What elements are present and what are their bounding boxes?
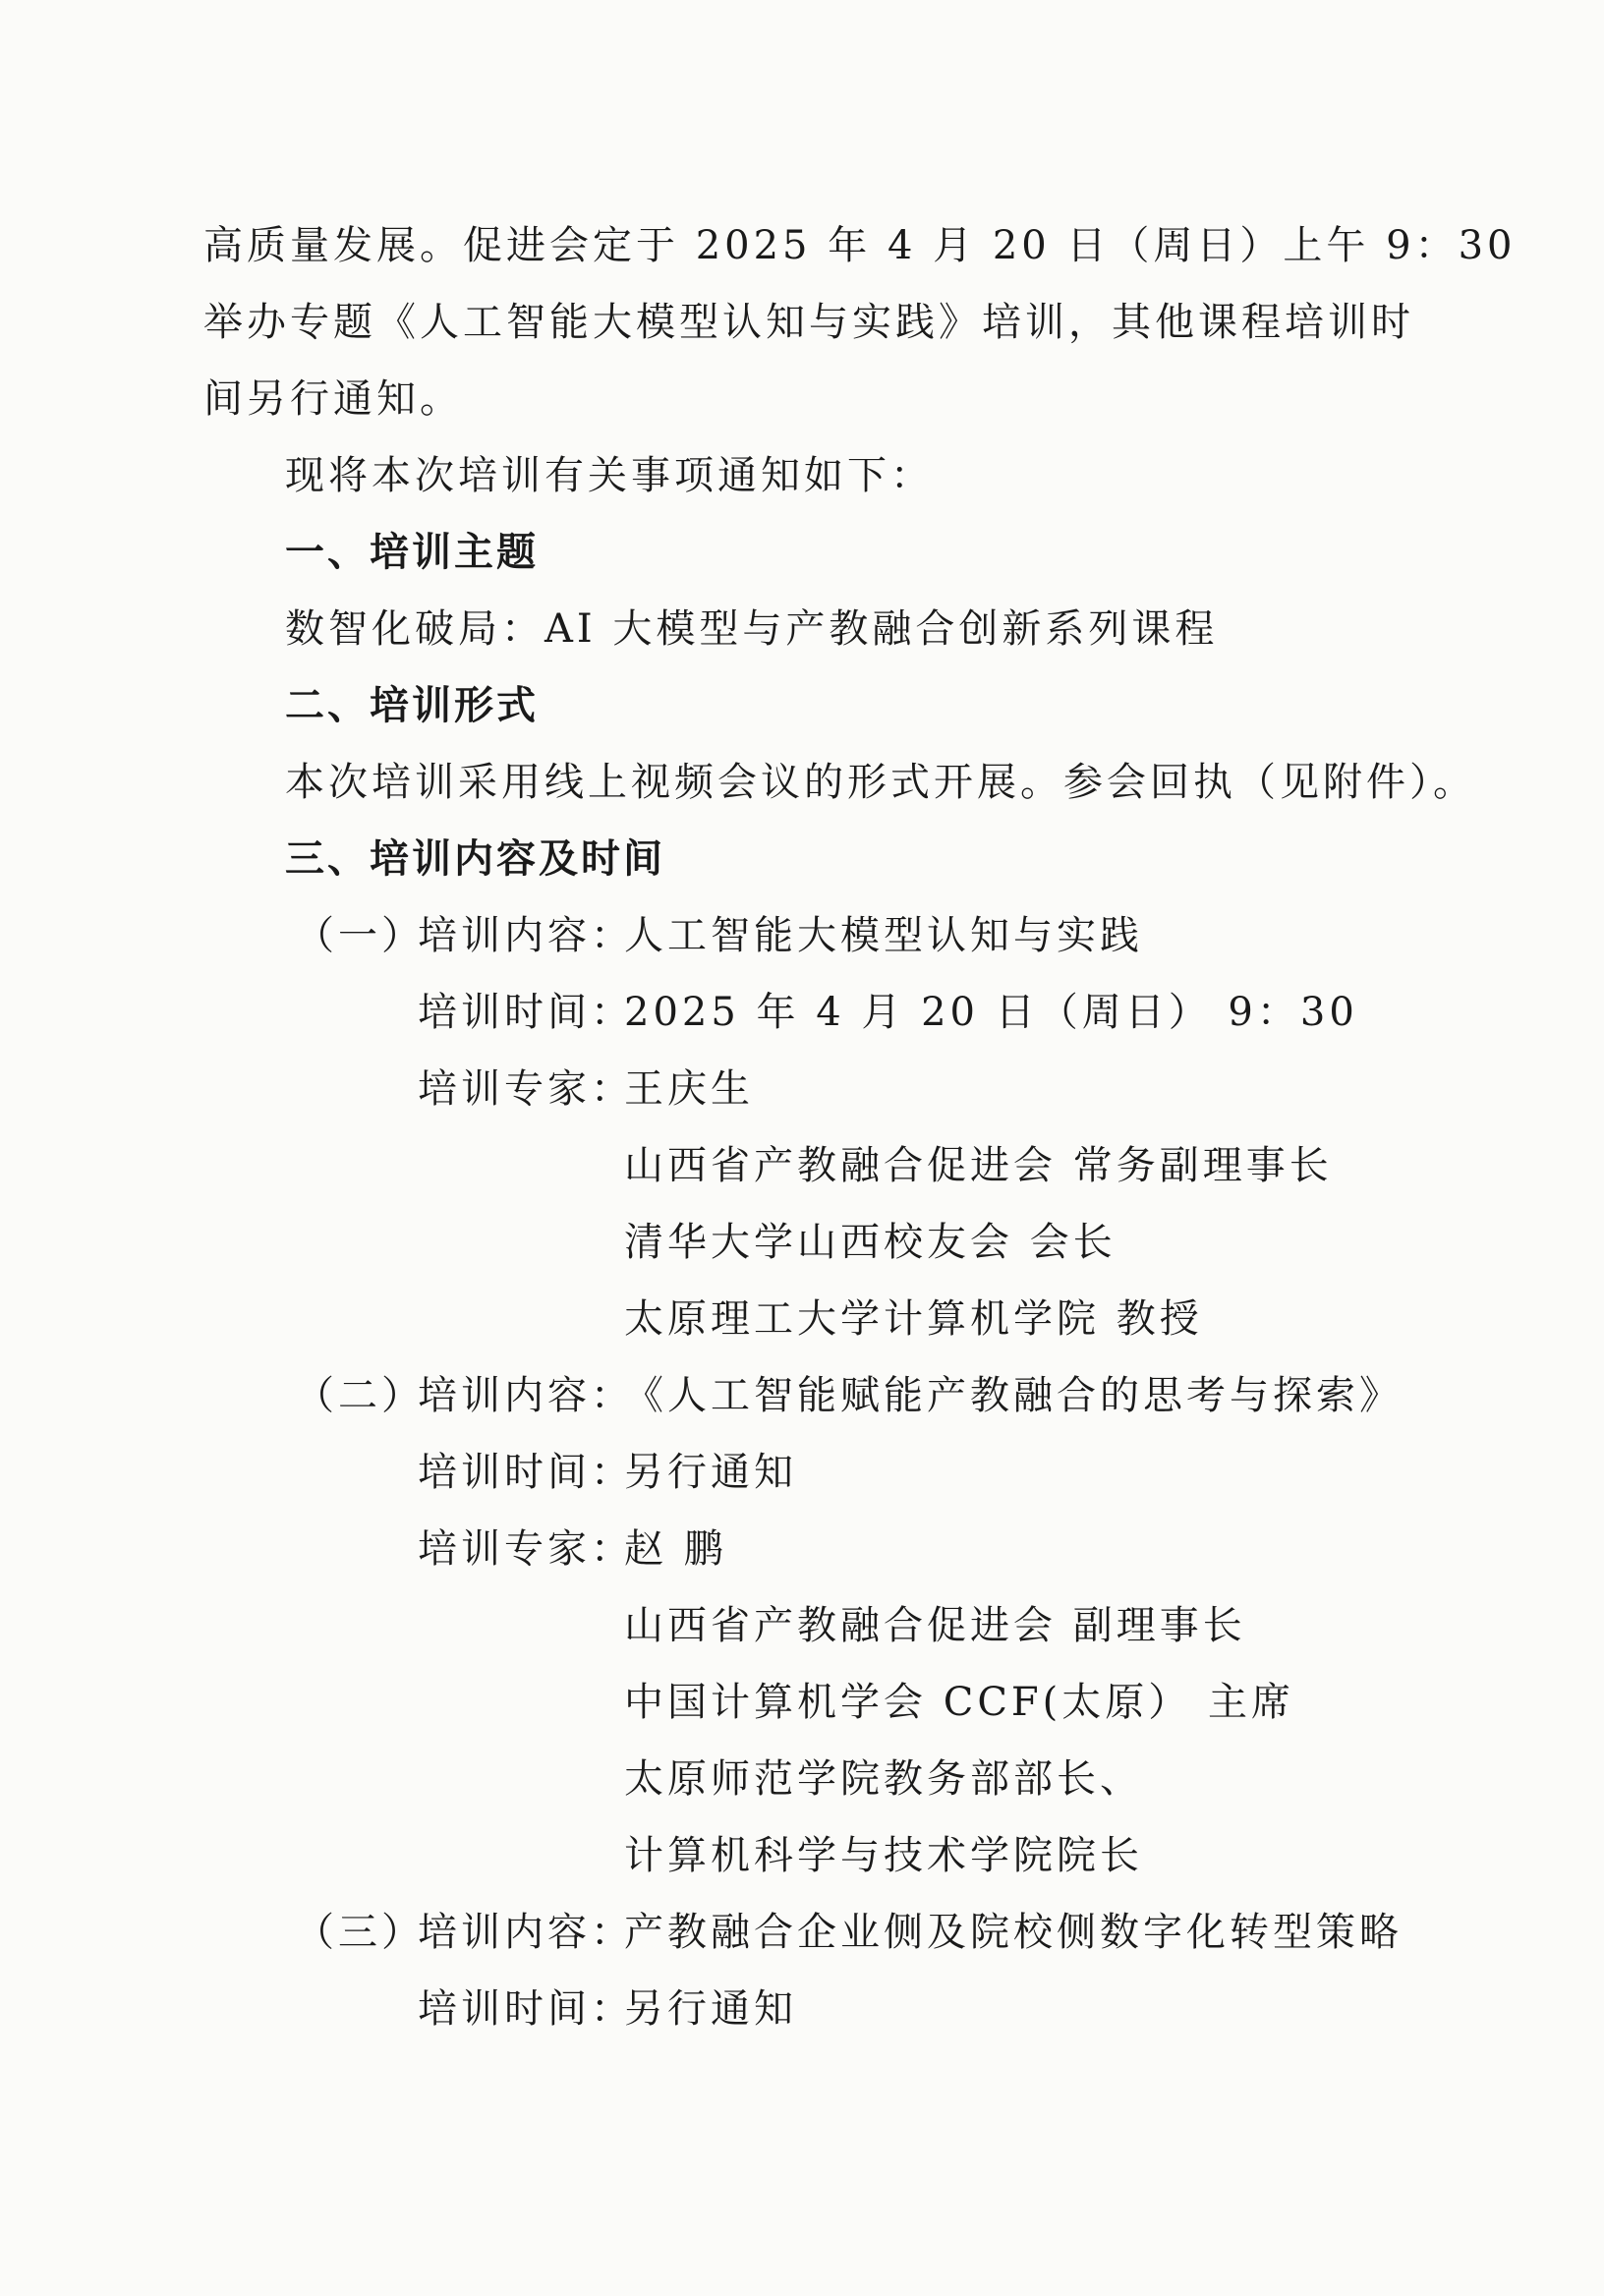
course-2-title-3: 太原师范学院教务部部长、 [624,1756,1143,1802]
notice-line: 现将本次培训有关事项通知如下： [285,453,934,498]
course-3-time-label: 培训时间： [418,1986,634,2032]
course-1-title-1: 山西省产教融合促进会 常务副理事长 [624,1143,1333,1188]
course-1-time-label: 培训时间： [418,990,634,1035]
course-1-title-3: 太原理工大学计算机学院 教授 [624,1296,1203,1342]
intro-line-2: 举办专题《人工智能大模型认知与实践》培训，其他课程培训时 [203,300,1414,345]
course-2-time-label: 培训时间： [418,1450,634,1495]
course-2-index: （二） [295,1373,425,1418]
course-1-index: （一） [295,913,425,958]
course-1-expert-label: 培训专家： [418,1066,634,1112]
course-1-content: 人工智能大模型认知与实践 [624,913,1143,958]
course-1-time: 2025 年 4 月 20 日（周日） 9：30 [624,990,1358,1035]
course-2-content-label: 培训内容： [418,1373,634,1418]
section-text-theme: 数智化破局：AI 大模型与产教融合创新系列课程 [285,606,1219,652]
course-2-title-4: 计算机科学与技术学院院长 [624,1833,1143,1878]
course-2-content: 《人工智能赋能产教融合的思考与探索》 [624,1373,1403,1418]
intro-line-1: 高质量发展。促进会定于 2025 年 4 月 20 日（周日）上午 9：30 [203,223,1517,268]
course-2-title-1: 山西省产教融合促进会 副理事长 [624,1603,1246,1648]
course-1-expert: 王庆生 [624,1066,754,1112]
section-heading-format: 二、培训形式 [285,683,539,728]
section-heading-content: 三、培训内容及时间 [285,836,665,882]
course-2-time: 另行通知 [624,1450,797,1495]
course-2-title-2: 中国计算机学会 CCF(太原） 主席 [624,1680,1294,1725]
course-2-expert-label: 培训专家： [418,1526,634,1572]
course-1-content-label: 培训内容： [418,913,634,958]
course-3-content: 产教融合企业侧及院校侧数字化转型策略 [624,1910,1403,1955]
course-3-index: （三） [295,1910,425,1955]
course-3-time: 另行通知 [624,1986,797,2032]
section-heading-theme: 一、培训主题 [285,530,539,575]
course-2-expert: 赵 鹏 [624,1526,727,1572]
intro-line-3: 间另行通知。 [203,376,463,422]
course-3-content-label: 培训内容： [418,1910,634,1955]
course-1-title-2: 清华大学山西校友会 会长 [624,1220,1117,1265]
section-text-format: 本次培训采用线上视频会议的形式开展。参会回执（见附件）。 [285,760,1476,805]
